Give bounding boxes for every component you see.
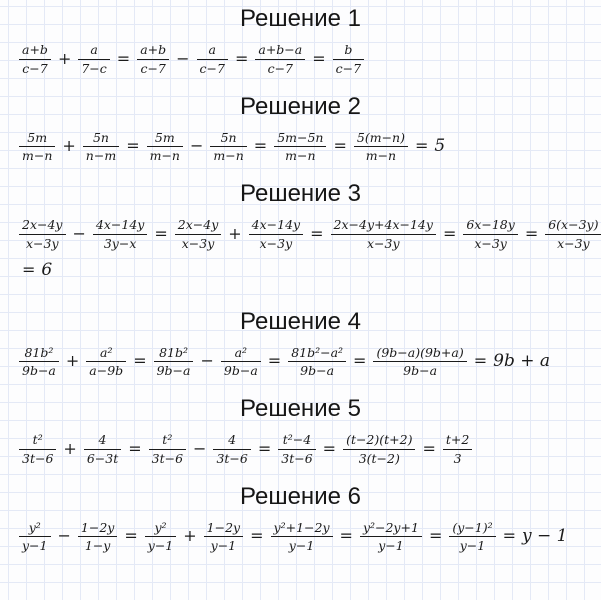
numerator: y²+1−2y (271, 521, 333, 538)
operator: = (310, 223, 324, 243)
solution-section (0, 394, 601, 466)
denominator: n−m (85, 148, 117, 164)
equation-line (0, 218, 601, 251)
denominator: m−n (149, 148, 180, 164)
fraction (19, 433, 56, 466)
numerator: 5m (19, 131, 55, 148)
denominator: c−7 (22, 60, 48, 76)
fraction (86, 346, 126, 379)
denominator: 1−y (84, 538, 111, 554)
denominator: y−1 (147, 538, 174, 554)
numerator: t² (149, 433, 186, 450)
operator: = (257, 438, 272, 458)
solution-section (0, 482, 601, 554)
operator: − (72, 223, 86, 243)
denominator: m−n (22, 148, 53, 164)
denominator: m−n (365, 148, 397, 164)
fraction (288, 346, 346, 379)
fraction (331, 218, 436, 251)
numerator: 5m (147, 131, 183, 148)
equation-line (0, 261, 601, 281)
fraction (271, 521, 333, 554)
denominator: 3y−x (103, 235, 137, 251)
denominator: 6−3t (86, 450, 119, 466)
fraction (84, 433, 121, 466)
fraction (19, 346, 59, 379)
numerator: 4x−14y (93, 218, 147, 235)
numerator: 2x−4y (19, 218, 66, 235)
math-text: 9b + a (493, 350, 551, 371)
operator: = (22, 260, 36, 279)
denominator: x−3y (259, 235, 293, 251)
fraction (147, 131, 183, 164)
fraction (149, 433, 186, 466)
denominator: 3(t−2) (358, 450, 400, 466)
equation (0, 43, 601, 76)
operator: − (193, 438, 207, 458)
fraction (463, 218, 517, 251)
fraction (255, 43, 305, 76)
equation-line (0, 43, 601, 76)
denominator: m−n (213, 148, 244, 164)
numerator: a² (86, 346, 126, 363)
numerator: 2x−4y (175, 218, 222, 235)
fraction (213, 433, 250, 466)
fraction (343, 433, 415, 466)
section-title: Решение 4 (240, 307, 361, 335)
numerator: y² (145, 521, 177, 538)
denominator: 9b−a (403, 363, 438, 379)
fraction (137, 43, 169, 76)
solution-section (0, 179, 601, 281)
denominator: c−7 (140, 60, 166, 76)
denominator: 9b−a (156, 363, 191, 379)
fraction (443, 433, 472, 466)
denominator: x−3y (474, 235, 507, 251)
operator: + (228, 223, 242, 243)
operator: − (200, 351, 214, 371)
numerator: (t−2)(t+2) (343, 433, 415, 450)
section-title: Решение 6 (240, 482, 361, 510)
numerator: a+b (19, 43, 51, 60)
numerator: 5n (210, 131, 246, 148)
operator: + (65, 351, 80, 371)
denominator: a−9b (89, 363, 124, 379)
numerator: 5n (83, 131, 119, 148)
numerator: t+2 (443, 433, 472, 450)
denominator: y−1 (22, 538, 48, 554)
fraction (545, 218, 601, 251)
fraction (210, 131, 246, 164)
equation (0, 346, 601, 379)
solutions-list (0, 4, 601, 553)
numerator: a+b (137, 43, 169, 60)
numerator: t²−4 (278, 433, 315, 450)
operator: = (234, 48, 249, 68)
operator: + (183, 526, 197, 546)
operator: = (250, 526, 264, 546)
denominator: 9b−a (22, 363, 56, 379)
operator: = (126, 136, 140, 156)
denominator: 7−c (81, 60, 107, 76)
fraction (221, 346, 261, 379)
equation-line (0, 346, 601, 379)
fraction (360, 521, 422, 554)
numerator: 6x−18y (463, 218, 517, 235)
operator: − (189, 136, 204, 156)
numerator: 1−2y (204, 521, 243, 538)
operator: = (253, 136, 268, 156)
operator: = (339, 526, 353, 546)
fraction (83, 131, 119, 164)
denominator: y−1 (210, 538, 237, 554)
denominator: c−7 (199, 60, 225, 76)
fraction (19, 131, 55, 164)
operator: = (133, 351, 147, 371)
equation-line (0, 433, 601, 466)
numerator: 4 (84, 433, 121, 450)
operator: = (312, 48, 326, 68)
denominator: 9b−a (223, 363, 258, 379)
operator: = (128, 438, 142, 458)
numerator: a+b−a (255, 43, 305, 60)
numerator: 5m−5n (274, 131, 326, 148)
numerator: 1−2y (78, 521, 117, 538)
operator: = (116, 48, 131, 68)
operator: = (442, 223, 457, 243)
fraction (93, 218, 147, 251)
operator: = (428, 526, 443, 546)
numerator: 6(x−3y) (545, 218, 601, 235)
operator: + (57, 48, 72, 68)
fraction (274, 131, 326, 164)
numerator: y² (19, 521, 51, 538)
solution-section (0, 4, 601, 76)
denominator: x−3y (557, 235, 590, 251)
denominator: 9b−a (300, 363, 335, 379)
numerator: 5(m−n) (354, 131, 408, 148)
fraction (145, 521, 177, 554)
numerator: 4x−14y (249, 218, 303, 235)
numerator: 4 (213, 433, 250, 450)
denominator: 3t−6 (151, 450, 184, 466)
equation (0, 521, 601, 554)
fraction (154, 346, 194, 379)
math-text: y − 1 (522, 525, 568, 546)
operator: = (322, 438, 337, 458)
equation-line (0, 131, 601, 164)
operator: + (62, 136, 76, 156)
operator: = (422, 438, 436, 458)
fraction (78, 521, 117, 554)
operator: = (333, 136, 347, 156)
operator: = (414, 136, 429, 156)
operator: = (524, 223, 539, 243)
denominator: x−3y (25, 235, 59, 251)
math-text: 6 (41, 259, 53, 280)
fraction (19, 521, 51, 554)
fraction (278, 433, 315, 466)
denominator: c−7 (335, 60, 362, 76)
operator: + (63, 438, 77, 458)
fraction (354, 131, 408, 164)
equation (0, 131, 601, 164)
solution-section (0, 92, 601, 164)
operator: = (267, 351, 282, 371)
operator: − (176, 48, 190, 68)
fraction (333, 43, 364, 76)
denominator: x−3y (366, 235, 400, 251)
fraction (197, 43, 228, 76)
denominator: 3t−6 (281, 450, 313, 466)
numerator: 81b² (19, 346, 59, 363)
section-title: Решение 2 (240, 92, 361, 120)
numerator: 81b² (154, 346, 194, 363)
fraction (204, 521, 243, 554)
operator: = (502, 526, 517, 546)
numerator: 81b²−a² (288, 346, 346, 363)
solution-section (0, 307, 601, 379)
denominator: y−1 (288, 538, 315, 554)
operator: = (124, 526, 138, 546)
fraction (19, 218, 66, 251)
fraction (449, 521, 495, 554)
numerator: a (78, 43, 109, 60)
numerator: a (197, 43, 228, 60)
operator: = (353, 351, 367, 371)
numerator: 2x−4y+4x−14y (331, 218, 436, 235)
section-title: Решение 1 (240, 5, 361, 32)
operator: = (473, 351, 488, 371)
denominator: 3t−6 (216, 450, 248, 466)
denominator: x−3y (181, 235, 215, 251)
fraction (175, 218, 222, 251)
denominator: c−7 (267, 60, 294, 76)
denominator: m−n (285, 148, 316, 164)
operator: = (154, 223, 168, 243)
numerator: y²−2y+1 (360, 521, 422, 538)
numerator: (y−1)² (449, 521, 495, 538)
denominator: 3t−6 (22, 450, 54, 466)
fraction (78, 43, 109, 76)
operator: − (57, 526, 71, 546)
math-text: 5 (434, 135, 446, 156)
fraction (19, 43, 51, 76)
fraction (249, 218, 303, 251)
numerator: b (333, 43, 364, 60)
numerator: a² (221, 346, 261, 363)
numerator: t² (19, 433, 56, 450)
denominator: y−1 (459, 538, 486, 554)
denominator: 3 (453, 450, 462, 466)
section-title: Решение 3 (240, 180, 361, 207)
fraction (373, 346, 466, 379)
equation-line (0, 521, 601, 554)
section-title: Решение 5 (240, 395, 361, 422)
equation (0, 433, 601, 466)
denominator: y−1 (378, 538, 404, 554)
equation (0, 218, 601, 281)
numerator: (9b−a)(9b+a) (373, 346, 466, 363)
